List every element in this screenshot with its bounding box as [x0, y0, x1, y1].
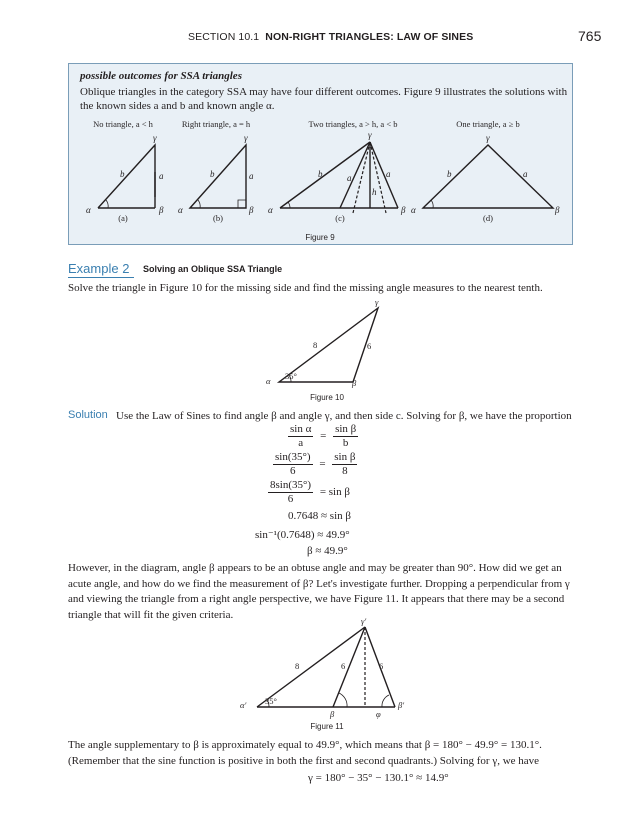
- figure-10-alpha: α: [266, 376, 271, 386]
- figure-10-side-6: 6: [367, 341, 372, 351]
- panel-b-label: (b): [213, 213, 223, 223]
- eq1-equals: =: [320, 430, 327, 443]
- eq3-rhs: = sin β: [319, 486, 350, 499]
- equation-4: 0.7648 ≈ sin β: [288, 510, 351, 522]
- panel-c-gamma: γ: [368, 130, 372, 140]
- panel-c-heading: Two triangles, a > h, a < b: [308, 119, 398, 129]
- panel-a-heading: No triangle, a < h: [93, 119, 153, 129]
- panel-b-gamma: γ: [244, 133, 248, 143]
- equation-2: [273, 451, 357, 478]
- eq3-left-num: 8sin(35°): [270, 479, 312, 491]
- paragraph-supplementary: The angle supplementary to β is approximately equal to 49.9°, which means that β = 180° − 49.9° = 130.1°. (Remember that the sine function is positive in both the first and second quadrants.) Solving for γ, we have: [68, 739, 542, 767]
- panel-a-a: a: [159, 171, 164, 181]
- figure-11-angle: 35°: [265, 696, 277, 706]
- panel-c-side-a2: [370, 142, 398, 208]
- eq1-right-den: b: [342, 437, 349, 449]
- panel-d-gamma: γ: [486, 133, 490, 143]
- figure-11-beta-prime: β′: [398, 700, 405, 710]
- figure-9-caption: Figure 9: [305, 233, 335, 242]
- figure-11-beta: β: [330, 709, 335, 719]
- panel-c-side-a1: [340, 142, 370, 208]
- eq2-right-den: 8: [342, 465, 348, 477]
- panel-b-beta: β: [249, 205, 254, 215]
- eq1-right-num: sin β: [335, 423, 357, 435]
- panel-b-a: a: [249, 171, 254, 181]
- figure-11-gamma: γ′: [361, 616, 367, 626]
- panel-c-h: h: [372, 187, 377, 197]
- panel-c-alpha: α: [268, 205, 273, 215]
- panel-b-triangle: [190, 145, 246, 208]
- example-label: Example 2: [68, 261, 130, 276]
- example-problem: Solve the triangle in Figure 10 for the missing side and find the missing angle measures to the nearest tenth.: [68, 282, 543, 294]
- box-title: possible outcomes for SSA triangles: [80, 70, 242, 82]
- figure-11-beta-arc: [339, 693, 347, 707]
- final-equation: γ = 180° − 35° − 130.1° ≈ 14.9°: [308, 772, 449, 784]
- solution-label: Solution: [68, 409, 108, 421]
- panel-c-label: (c): [335, 213, 345, 223]
- example-title: Solving an Oblique SSA Triangle: [143, 264, 283, 274]
- figure-11-side-6-right-label: 6: [379, 661, 384, 671]
- panel-b-b: b: [210, 169, 215, 179]
- panel-d-triangle: [423, 145, 553, 208]
- eq3-left-den: 6: [287, 493, 294, 505]
- example-underline: [68, 277, 134, 278]
- figure-11-side-6-left-label: 6: [341, 661, 346, 671]
- panel-a-beta: β: [159, 205, 164, 215]
- panel-d-alpha: α: [411, 205, 416, 215]
- panel-b-right-angle: [238, 200, 246, 208]
- figure-11-alpha: α′: [240, 700, 247, 710]
- figure-9: [68, 115, 573, 245]
- equation-6: β ≈ 49.9°: [307, 545, 348, 557]
- eq2-left-num: sin(35°): [275, 451, 311, 463]
- eq1-left-den: a: [298, 437, 304, 449]
- panel-d-beta: β: [555, 205, 560, 215]
- equation-3: [268, 479, 350, 506]
- panel-c-beta: β: [401, 205, 406, 215]
- eq2-left-den: 6: [290, 465, 296, 477]
- panel-a-triangle: [98, 145, 155, 208]
- paragraph-investigate: However, in the diagram, angle β appears to be an obtuse angle and may be greater than 90°. How did we get an acute angle, and how do we find the measurement of β? Let's investigate further. Dropping a perpendicular from γ and viewing the triangle from a right angle perspective, we have Figure 11. It appears that there may be a second triangle that will fit the given criteria.: [68, 562, 570, 621]
- panel-a-alpha: α: [86, 205, 91, 215]
- solution-text: Use the Law of Sines to find angle β and angle γ, and then side c. Solving for β, we have the proportion: [116, 410, 572, 422]
- panel-a-angle-arc: [106, 200, 108, 208]
- panel-b-heading: Right triangle, a = h: [181, 119, 251, 129]
- box-text: Oblique triangles in the category SSA may have four different outcomes. Figure 9 illustrates the solutions with the known sides a and b and known angle α.: [80, 86, 568, 112]
- figure-11: [235, 615, 410, 733]
- section-header: [188, 31, 473, 43]
- panel-c-angle-arc: [288, 202, 290, 208]
- panel-a-b: b: [120, 169, 125, 179]
- eq2-equals: =: [319, 458, 326, 471]
- figure-11-phi: φ: [376, 709, 381, 719]
- panel-d-label: (d): [483, 213, 493, 223]
- eq2-right-num: sin β: [334, 451, 356, 463]
- equation-1: [288, 423, 358, 450]
- panel-a-label: (a): [118, 213, 128, 223]
- panel-c-a-right: a: [386, 169, 391, 179]
- figure-10: [255, 296, 395, 404]
- figure-10-angle: 35°: [285, 371, 297, 381]
- equation-5: sin⁻¹(0.7648) ≈ 49.9°: [255, 529, 350, 541]
- section-title: NON-RIGHT TRIANGLES: LAW OF SINES: [265, 31, 474, 43]
- panel-b-alpha: α: [178, 205, 183, 215]
- panel-d-b: b: [447, 169, 452, 179]
- panel-a-gamma: γ: [153, 133, 157, 143]
- eq1-left-num: sin α: [290, 423, 312, 435]
- panel-d-angle-arc: [431, 200, 433, 208]
- panel-d-heading: One triangle, a ≥ b: [456, 119, 520, 129]
- figure-10-beta: β: [352, 378, 357, 388]
- figure-11-caption: Figure 11: [310, 722, 344, 731]
- figure-10-caption: Figure 10: [310, 393, 344, 402]
- panel-d-a: a: [523, 169, 528, 179]
- figure-11-side-8-label: 8: [295, 661, 300, 671]
- page-number: 765: [578, 28, 602, 44]
- panel-c-a-left: a: [347, 173, 352, 183]
- section-number: SECTION 10.1: [188, 31, 260, 43]
- figure-10-side-8: 8: [313, 340, 318, 350]
- figure-10-gamma: γ: [375, 297, 379, 307]
- figure-11-phi-arc: [382, 695, 389, 707]
- panel-c-dashed-right: [370, 142, 386, 213]
- panel-c-b: b: [318, 169, 323, 179]
- panel-b-angle-arc: [198, 200, 200, 208]
